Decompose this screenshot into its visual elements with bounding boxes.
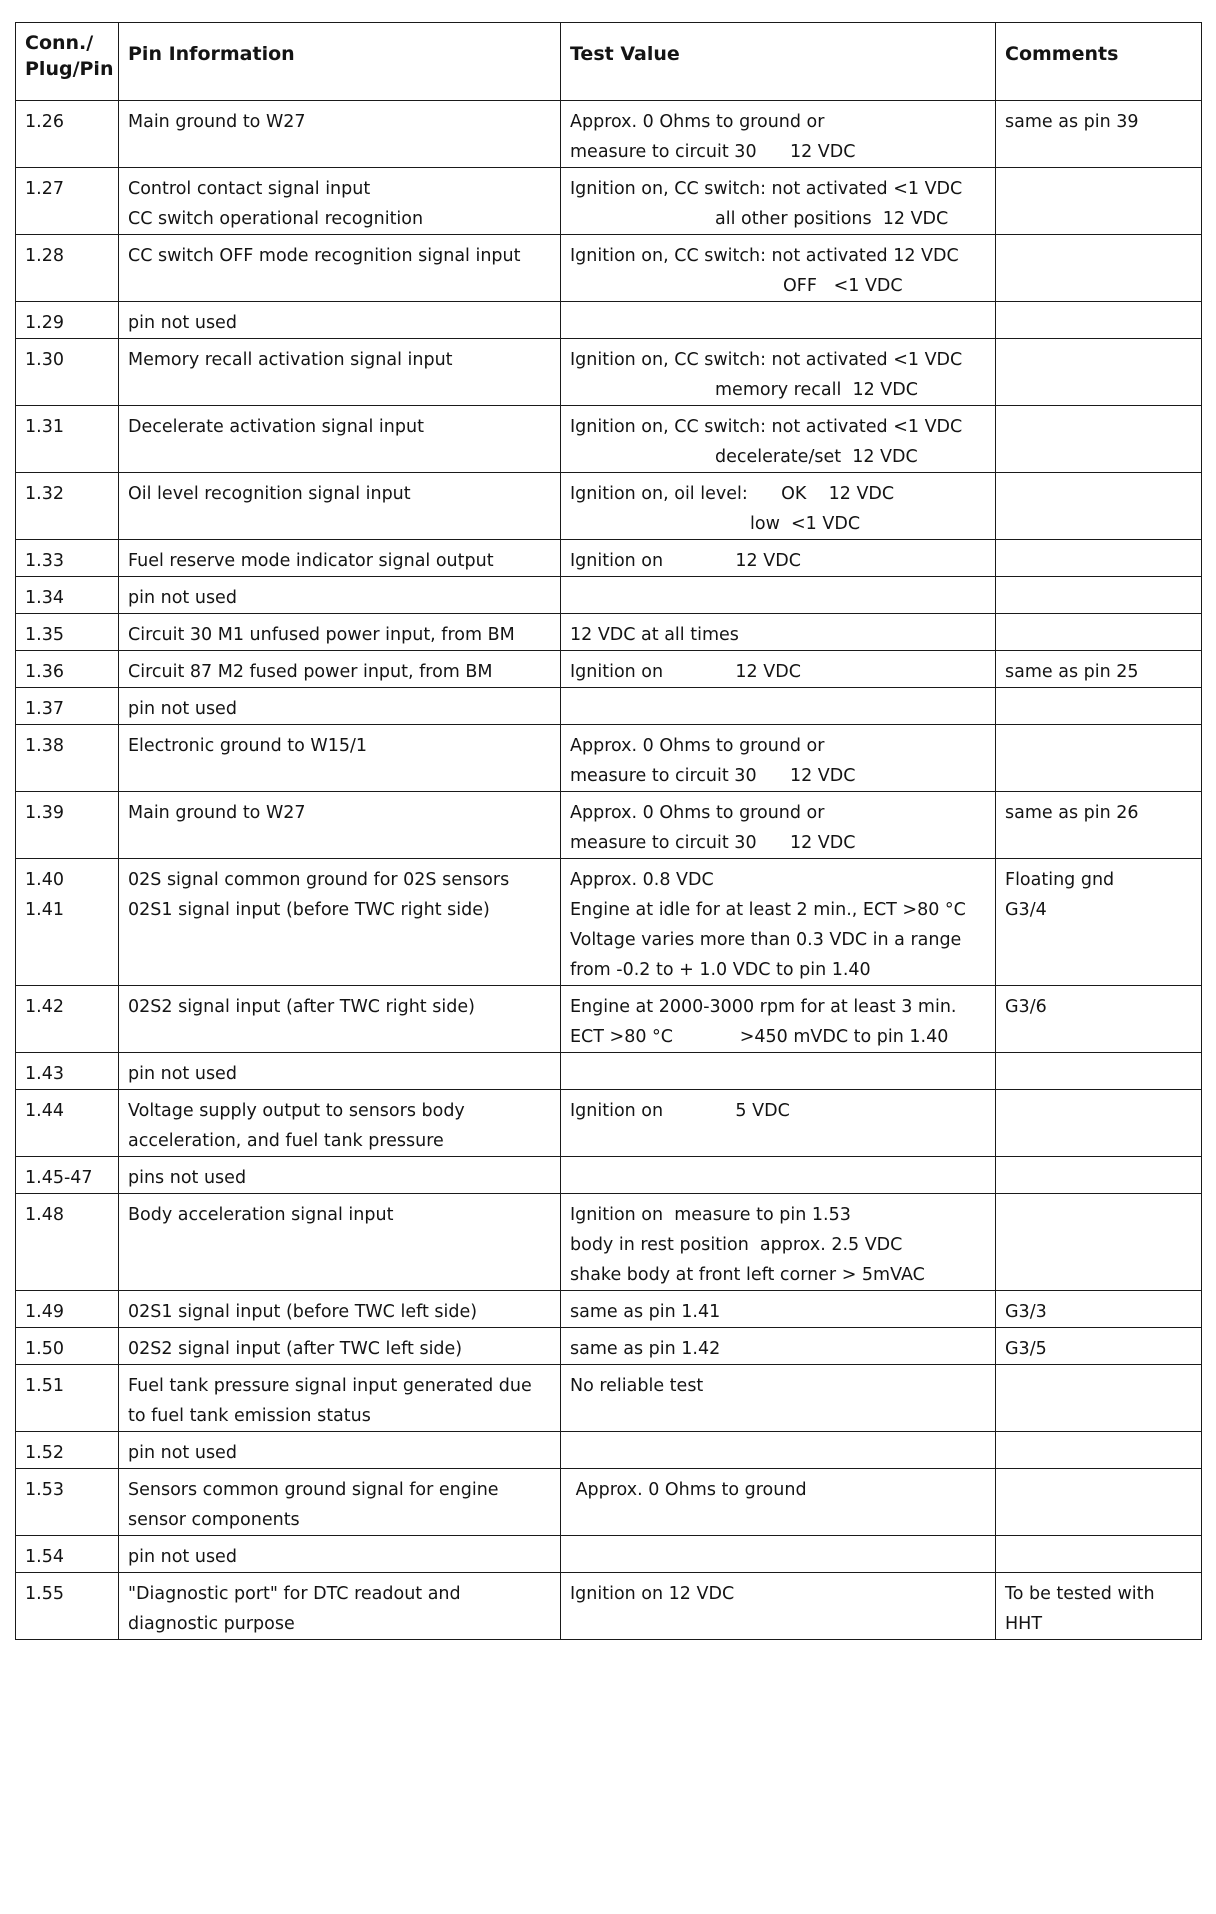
pin-info-line: Voltage supply output to sensors body [128, 1101, 465, 1121]
pin-cell [16, 859, 119, 986]
table-row [16, 339, 1202, 406]
pin-info-line: CC switch operational recognition [128, 209, 424, 229]
test-value-cell [561, 235, 996, 302]
pin-number: 1.43 [25, 1064, 64, 1084]
pin-info-line: pin not used [128, 1547, 237, 1567]
table-row [16, 235, 1202, 302]
pin-info-line: Fuel reserve mode indicator signal output [128, 551, 494, 571]
table-row [16, 688, 1202, 725]
test-value-cell [561, 1053, 996, 1090]
comment-cell [996, 540, 1202, 577]
comment-cell [996, 651, 1202, 688]
comment-cell [996, 1090, 1202, 1157]
pin-info-line: CC switch OFF mode recognition signal input [128, 246, 521, 266]
pin-cell [16, 1157, 119, 1194]
pin-info-line: Memory recall activation signal input [128, 350, 453, 370]
test-value-line: same as pin 1.41 [570, 1302, 721, 1322]
pin-info-line: to fuel tank emission status [128, 1406, 371, 1426]
test-value-cell [561, 1432, 996, 1469]
comment-line: G3/4 [1005, 900, 1047, 920]
pin-cell [16, 168, 119, 235]
header-row [16, 23, 1202, 101]
pin-cell [16, 614, 119, 651]
pin-info-cell [119, 339, 561, 406]
test-value-line: Approx. 0 Ohms to ground or [570, 803, 825, 823]
pin-number: 1.40 [25, 870, 64, 890]
test-value-line: Approx. 0 Ohms to ground [570, 1480, 807, 1500]
header-pin-line2: Plug/Pin [25, 58, 114, 80]
pin-cell [16, 406, 119, 473]
pin-cell [16, 235, 119, 302]
test-value-line: Ignition on, CC switch: not activated 12 VDC [570, 246, 959, 266]
pin-info-cell [119, 688, 561, 725]
pin-cell [16, 1432, 119, 1469]
test-value-line: measure to circuit 30 12 VDC [570, 142, 856, 162]
pin-table [15, 22, 1202, 1640]
pin-info-line: Oil level recognition signal input [128, 484, 411, 504]
table-row [16, 792, 1202, 859]
pin-number: 1.50 [25, 1339, 64, 1359]
pin-info-cell [119, 168, 561, 235]
pin-info-cell [119, 651, 561, 688]
pin-table-container [15, 22, 1201, 1640]
test-value-cell [561, 859, 996, 986]
pin-cell [16, 540, 119, 577]
pin-info-cell [119, 1090, 561, 1157]
test-value-line: from -0.2 to + 1.0 VDC to pin 1.40 [570, 960, 871, 980]
test-value-cell [561, 302, 996, 339]
comment-cell [996, 473, 1202, 540]
pin-info-cell [119, 406, 561, 473]
table-row [16, 1469, 1202, 1536]
comment-line: same as pin 25 [1005, 662, 1139, 682]
test-value-line: Ignition on, CC switch: not activated <1 VDC [570, 417, 963, 437]
table-row [16, 1053, 1202, 1090]
pin-number: 1.31 [25, 417, 64, 437]
comment-cell [996, 986, 1202, 1053]
pin-cell [16, 1573, 119, 1640]
pin-cell [16, 1469, 119, 1536]
table-row [16, 1328, 1202, 1365]
test-value-line: memory recall 12 VDC [715, 380, 918, 400]
pin-number: 1.44 [25, 1101, 64, 1121]
test-value-line: OFF <1 VDC [783, 276, 903, 296]
pin-info-line: pin not used [128, 588, 237, 608]
test-value-line: Ignition on, CC switch: not activated <1 VDC [570, 179, 963, 199]
pin-cell [16, 577, 119, 614]
header-pin-line1: Conn./ [25, 32, 94, 54]
test-value-line: measure to circuit 30 12 VDC [570, 766, 856, 786]
pin-info-cell [119, 792, 561, 859]
pin-info-cell [119, 1573, 561, 1640]
header-info: Pin Information [119, 23, 561, 101]
pin-number: 1.32 [25, 484, 64, 504]
table-row [16, 1157, 1202, 1194]
comment-cell [996, 1469, 1202, 1536]
pin-number: 1.52 [25, 1443, 64, 1463]
pin-info-cell [119, 986, 561, 1053]
test-value-line: Engine at 2000-3000 rpm for at least 3 min. [570, 997, 957, 1017]
pin-info-cell [119, 1157, 561, 1194]
table-row [16, 540, 1202, 577]
pin-info-line: Main ground to W27 [128, 112, 306, 132]
pin-number: 1.30 [25, 350, 64, 370]
pin-info-line: Circuit 30 M1 unfused power input, from BM [128, 625, 515, 645]
pin-info-line: Body acceleration signal input [128, 1205, 394, 1225]
pin-cell [16, 473, 119, 540]
test-value-line: Approx. 0.8 VDC [570, 870, 714, 890]
test-value-line: Ignition on 12 VDC [570, 1584, 735, 1604]
test-value-cell [561, 339, 996, 406]
table-row [16, 651, 1202, 688]
test-value-line: Approx. 0 Ohms to ground or [570, 112, 825, 132]
pin-cell [16, 1328, 119, 1365]
pin-cell [16, 1090, 119, 1157]
table-row [16, 1365, 1202, 1432]
pin-info-line: 02S2 signal input (after TWC right side) [128, 997, 475, 1017]
test-value-cell [561, 101, 996, 168]
test-value-line: same as pin 1.42 [570, 1339, 721, 1359]
table-row [16, 473, 1202, 540]
test-value-line: Voltage varies more than 0.3 VDC in a range [570, 930, 962, 950]
pin-number: 1.51 [25, 1376, 64, 1396]
comment-cell [996, 688, 1202, 725]
header-pin [16, 23, 119, 101]
pin-cell [16, 1053, 119, 1090]
test-value-line: Ignition on, oil level: OK 12 VDC [570, 484, 895, 504]
pin-info-cell [119, 1194, 561, 1291]
comment-cell [996, 725, 1202, 792]
table-row [16, 1573, 1202, 1640]
comment-line: HHT [1005, 1614, 1043, 1634]
table-row [16, 986, 1202, 1053]
test-value-line: low <1 VDC [750, 514, 861, 534]
comment-line: same as pin 26 [1005, 803, 1139, 823]
comment-line: G3/5 [1005, 1339, 1047, 1359]
test-value-cell [561, 1365, 996, 1432]
test-value-line: shake body at front left corner > 5mVAC [570, 1265, 925, 1285]
pin-cell [16, 101, 119, 168]
pin-number: 1.26 [25, 112, 64, 132]
comment-cell [996, 1365, 1202, 1432]
test-value-cell [561, 1291, 996, 1328]
pin-number: 1.54 [25, 1547, 64, 1567]
table-row [16, 406, 1202, 473]
pin-info-line: Decelerate activation signal input [128, 417, 424, 437]
pin-info-line: "Diagnostic port" for DTC readout and [128, 1584, 461, 1604]
comment-cell [996, 101, 1202, 168]
comment-line: G3/6 [1005, 997, 1047, 1017]
test-value-cell [561, 473, 996, 540]
pin-cell [16, 1291, 119, 1328]
test-value-cell [561, 1090, 996, 1157]
table-row [16, 725, 1202, 792]
pin-number: 1.35 [25, 625, 64, 645]
pin-info-line: sensor components [128, 1510, 300, 1530]
test-value-line: all other positions 12 VDC [715, 209, 949, 229]
pin-info-line: pin not used [128, 699, 237, 719]
pin-info-cell [119, 1469, 561, 1536]
test-value-cell [561, 614, 996, 651]
comment-cell [996, 577, 1202, 614]
pin-info-cell [119, 577, 561, 614]
pin-info-cell [119, 1432, 561, 1469]
test-value-line: Ignition on 5 VDC [570, 1101, 790, 1121]
test-value-cell [561, 1328, 996, 1365]
table-row [16, 1194, 1202, 1291]
pin-number: 1.48 [25, 1205, 64, 1225]
pin-info-line: Sensors common ground signal for engine [128, 1480, 499, 1500]
comment-cell [996, 302, 1202, 339]
table-row [16, 101, 1202, 168]
table-row [16, 614, 1202, 651]
pin-number: 1.27 [25, 179, 64, 199]
comment-cell [996, 235, 1202, 302]
test-value-cell [561, 406, 996, 473]
pin-info-cell [119, 302, 561, 339]
test-value-cell [561, 1469, 996, 1536]
test-value-line: Ignition on 12 VDC [570, 662, 801, 682]
pin-number: 1.29 [25, 313, 64, 333]
table-row [16, 1291, 1202, 1328]
pin-number: 1.49 [25, 1302, 64, 1322]
pin-info-line: Control contact signal input [128, 179, 371, 199]
pin-number: 1.28 [25, 246, 64, 266]
test-value-line: Ignition on, CC switch: not activated <1 VDC [570, 350, 963, 370]
comment-line: G3/3 [1005, 1302, 1047, 1322]
test-value-cell [561, 168, 996, 235]
pin-info-cell [119, 725, 561, 792]
test-value-line: Ignition on measure to pin 1.53 [570, 1205, 851, 1225]
table-row [16, 1536, 1202, 1573]
pin-info-line: Main ground to W27 [128, 803, 306, 823]
table-row [16, 1432, 1202, 1469]
pin-info-line: 02S1 signal input (before TWC right side) [128, 900, 490, 920]
test-value-line: Engine at idle for at least 2 min., ECT >80 °C [570, 900, 966, 920]
pin-cell [16, 688, 119, 725]
pin-info-line: 02S2 signal input (after TWC left side) [128, 1339, 463, 1359]
test-value-cell [561, 792, 996, 859]
test-value-cell [561, 986, 996, 1053]
pin-info-line: pin not used [128, 1064, 237, 1084]
pin-cell [16, 339, 119, 406]
test-value-line: measure to circuit 30 12 VDC [570, 833, 856, 853]
pin-info-cell [119, 1053, 561, 1090]
comment-line: To be tested with [1005, 1584, 1155, 1604]
comment-cell [996, 614, 1202, 651]
pin-number: 1.55 [25, 1584, 64, 1604]
table-row [16, 168, 1202, 235]
test-value-line: ECT >80 °C >450 mVDC to pin 1.40 [570, 1027, 949, 1047]
comment-cell [996, 1536, 1202, 1573]
pin-info-line: Circuit 87 M2 fused power input, from BM [128, 662, 493, 682]
comment-cell [996, 1432, 1202, 1469]
test-value-cell [561, 540, 996, 577]
test-value-line: decelerate/set 12 VDC [715, 447, 918, 467]
test-value-cell [561, 651, 996, 688]
pin-cell [16, 792, 119, 859]
pin-info-line: 02S signal common ground for 02S sensors [128, 870, 510, 890]
pin-cell [16, 651, 119, 688]
pin-info-line: Fuel tank pressure signal input generated due [128, 1376, 532, 1396]
test-value-cell [561, 577, 996, 614]
pin-info-line: pins not used [128, 1168, 247, 1188]
pin-cell [16, 725, 119, 792]
test-value-cell [561, 688, 996, 725]
pin-number: 1.41 [25, 900, 64, 920]
pin-info-cell [119, 1365, 561, 1432]
test-value-cell [561, 725, 996, 792]
comment-cell [996, 792, 1202, 859]
test-value-cell [561, 1157, 996, 1194]
pin-info-cell [119, 1328, 561, 1365]
comment-line: same as pin 39 [1005, 112, 1139, 132]
pin-info-cell [119, 235, 561, 302]
pin-cell [16, 986, 119, 1053]
table-row [16, 302, 1202, 339]
pin-cell [16, 1365, 119, 1432]
pin-info-line: 02S1 signal input (before TWC left side) [128, 1302, 478, 1322]
pin-cell [16, 1536, 119, 1573]
test-value-cell [561, 1536, 996, 1573]
comment-cell [996, 168, 1202, 235]
test-value-line: 12 VDC at all times [570, 625, 739, 645]
pin-number: 1.38 [25, 736, 64, 756]
pin-info-line: Electronic ground to W15/1 [128, 736, 368, 756]
pin-info-cell [119, 614, 561, 651]
pin-number: 1.53 [25, 1480, 64, 1500]
pin-info-cell [119, 1291, 561, 1328]
pin-number: 1.37 [25, 699, 64, 719]
header-comments: Comments [996, 23, 1202, 101]
header-test: Test Value [561, 23, 996, 101]
pin-number: 1.39 [25, 803, 64, 823]
comment-cell [996, 1328, 1202, 1365]
pin-number: 1.45-47 [25, 1168, 93, 1188]
test-value-line: No reliable test [570, 1376, 704, 1396]
pin-info-line: diagnostic purpose [128, 1614, 295, 1634]
pin-number: 1.33 [25, 551, 64, 571]
pin-cell [16, 302, 119, 339]
pin-number: 1.34 [25, 588, 64, 608]
comment-cell [996, 1291, 1202, 1328]
comment-cell [996, 1573, 1202, 1640]
table-row [16, 1090, 1202, 1157]
pin-info-line: pin not used [128, 1443, 237, 1463]
comment-line: Floating gnd [1005, 870, 1115, 890]
test-value-line: Ignition on 12 VDC [570, 551, 801, 571]
pin-info-cell [119, 540, 561, 577]
table-body [16, 101, 1202, 1640]
pin-info-line: pin not used [128, 313, 237, 333]
pin-info-line: acceleration, and fuel tank pressure [128, 1131, 444, 1151]
pin-info-cell [119, 101, 561, 168]
comment-cell [996, 1157, 1202, 1194]
comment-cell [996, 1194, 1202, 1291]
pin-info-cell [119, 859, 561, 986]
test-value-cell [561, 1573, 996, 1640]
table-row [16, 859, 1202, 986]
pin-info-cell [119, 1536, 561, 1573]
pin-cell [16, 1194, 119, 1291]
test-value-line: Approx. 0 Ohms to ground or [570, 736, 825, 756]
pin-number: 1.36 [25, 662, 64, 682]
comment-cell [996, 859, 1202, 986]
comment-cell [996, 406, 1202, 473]
comment-cell [996, 339, 1202, 406]
table-row [16, 577, 1202, 614]
pin-info-cell [119, 473, 561, 540]
test-value-cell [561, 1194, 996, 1291]
test-value-line: body in rest position approx. 2.5 VDC [570, 1235, 903, 1255]
pin-number: 1.42 [25, 997, 64, 1017]
comment-cell [996, 1053, 1202, 1090]
